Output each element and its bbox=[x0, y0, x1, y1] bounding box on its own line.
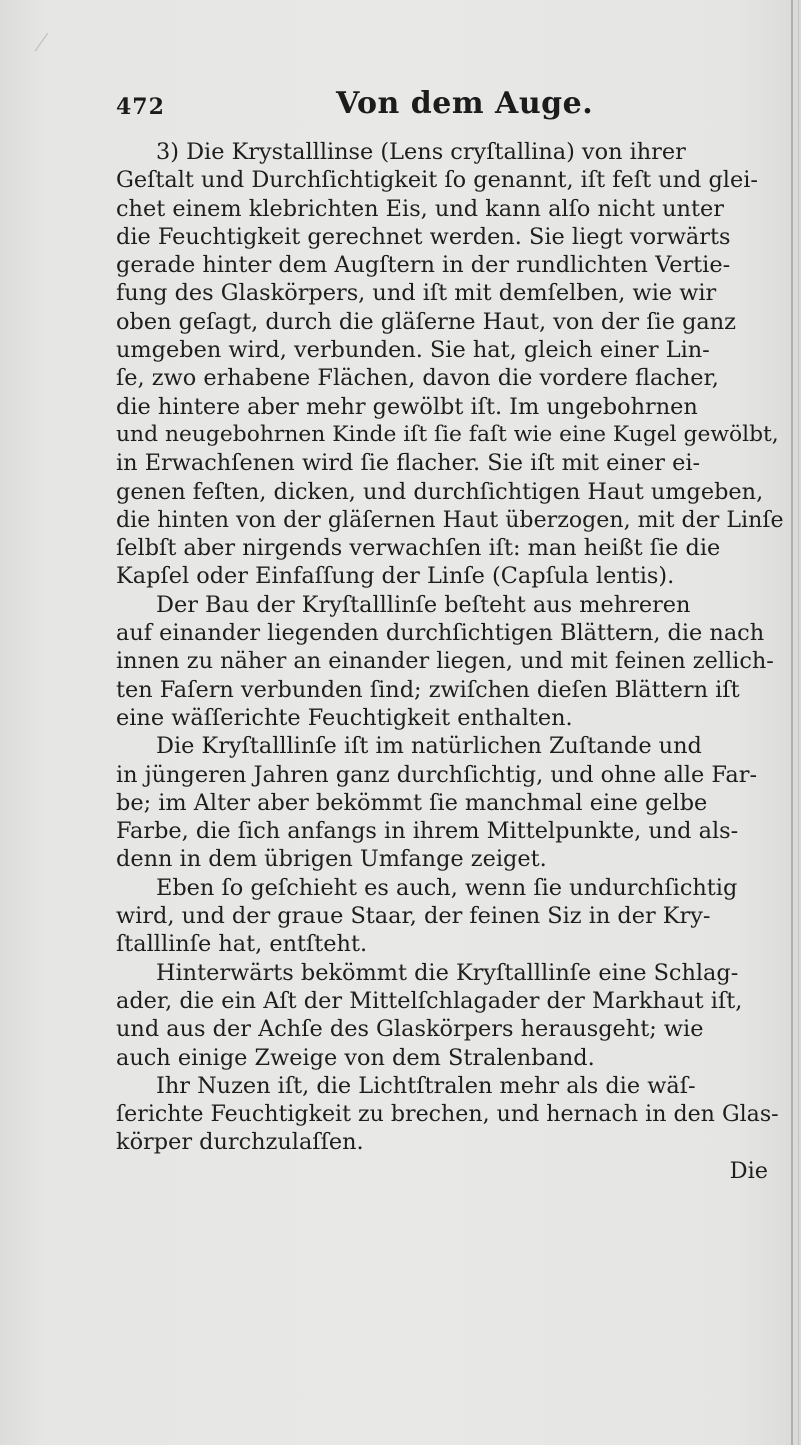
text-line: chet einem klebrichten Eis, und kann alſo nicht unter bbox=[116, 195, 724, 222]
text-line: in jüngeren Jahren ganz durchſichtig, und ohne alle Far- bbox=[116, 761, 758, 788]
body-text bbox=[116, 138, 784, 1185]
text-line: die hintere aber mehr gewölbt iſt. Im ungebohrnen bbox=[116, 393, 698, 420]
page-edge bbox=[791, 0, 793, 1445]
text-line: gerade hinter dem Augſtern in der rundlichten Vertie- bbox=[116, 252, 731, 279]
text-line: ſtalllinſe hat, entſteht. bbox=[116, 931, 368, 958]
text-line: Farbe, die ſich anfangs in ihrem Mittelpunkte, und als- bbox=[116, 818, 739, 845]
text-line: ſe, zwo erhabene Flächen, davon die vordere flacher, bbox=[116, 365, 719, 392]
text-line: körper durchzulaſſen. bbox=[116, 1129, 364, 1156]
text-line: Geſtalt und Durchſichtigkeit ſo genannt, iſt feſt und glei- bbox=[116, 167, 758, 194]
text-line: Hinterwärts bekömmt die Kryſtalllinſe eine Schlag- bbox=[156, 959, 739, 986]
text-line: die Feuchtigkeit gerechnet werden. Sie liegt vorwärts bbox=[116, 223, 731, 250]
text-line: die hinten von der gläſernen Haut überzogen, mit der Linſe bbox=[116, 506, 784, 533]
text-line: ten Faſern verbunden ſind; zwiſchen dieſen Blättern iſt bbox=[116, 676, 740, 703]
catchword: Die bbox=[729, 1157, 768, 1184]
page-header-title: Von dem Auge. bbox=[336, 86, 594, 121]
text-line: 3) Die Krystalllinse (Lens cryſtallina) von ihrer bbox=[156, 139, 686, 165]
page-edge-shadow bbox=[798, 0, 799, 1445]
text-line: auch einige Zweige von dem Stralenband. bbox=[116, 1044, 595, 1071]
text-line: Die Kryſtalllinſe iſt im natürlichen Zuſtande und bbox=[156, 733, 702, 760]
text-line: fung des Glaskörpers, und iſt mit demſelben, wie wir bbox=[116, 280, 717, 307]
text-line: denn in dem übrigen Umfange zeiget. bbox=[116, 846, 547, 873]
text-line: Kapſel oder Einfaſſung der Linſe (Capſula lentis). bbox=[116, 563, 675, 590]
margin-mark bbox=[35, 33, 57, 57]
text-line: auf einander liegenden durchſichtigen Blättern, die nach bbox=[116, 620, 765, 647]
text-line: genen feſten, dicken, und durchſichtigen Haut umgeben, bbox=[116, 478, 764, 505]
text-line: eine wäſſerichte Feuchtigkeit enthalten. bbox=[116, 704, 573, 731]
text-line: oben geſagt, durch die gläſerne Haut, von der ſie ganz bbox=[116, 308, 736, 335]
text-line: ſelbſt aber nirgends verwachſen iſt: man heißt ſie die bbox=[116, 535, 721, 562]
text-line: ader, die ein Aſt der Mittelſchlagader der Markhaut iſt, bbox=[116, 987, 743, 1014]
text-line: ſerichte Feuchtigkeit zu brechen, und hernach in den Glas- bbox=[116, 1101, 779, 1128]
page-number: 472 bbox=[116, 94, 165, 120]
text-line: und neugebohrnen Kinde iſt ſie faſt wie eine Kugel gewölbt, bbox=[116, 421, 779, 447]
text-line: be; im Alter aber bekömmt ſie manchmal eine gelbe bbox=[116, 789, 708, 816]
running-head bbox=[116, 86, 716, 126]
text-line: Eben ſo geſchieht es auch, wenn ſie undurchſichtig bbox=[156, 874, 738, 901]
text-line: und aus der Achſe des Glaskörpers herausgeht; wie bbox=[116, 1016, 704, 1043]
text-line: wird, und der graue Staar, der feinen Siz in der Kry- bbox=[116, 903, 711, 930]
text-line: in Erwachſenen wird ſie flacher. Sie iſt mit einer ei- bbox=[116, 450, 701, 477]
text-line: umgeben wird, verbunden. Sie hat, gleich einer Lin- bbox=[116, 337, 710, 364]
text-line: innen zu näher an einander liegen, und mit feinen zellich- bbox=[116, 648, 774, 675]
text-line: Der Bau der Kryſtalllinſe beſteht aus mehreren bbox=[156, 591, 691, 618]
text-line: Ihr Nuzen iſt, die Lichtſtralen mehr als die wäſ- bbox=[156, 1072, 696, 1099]
